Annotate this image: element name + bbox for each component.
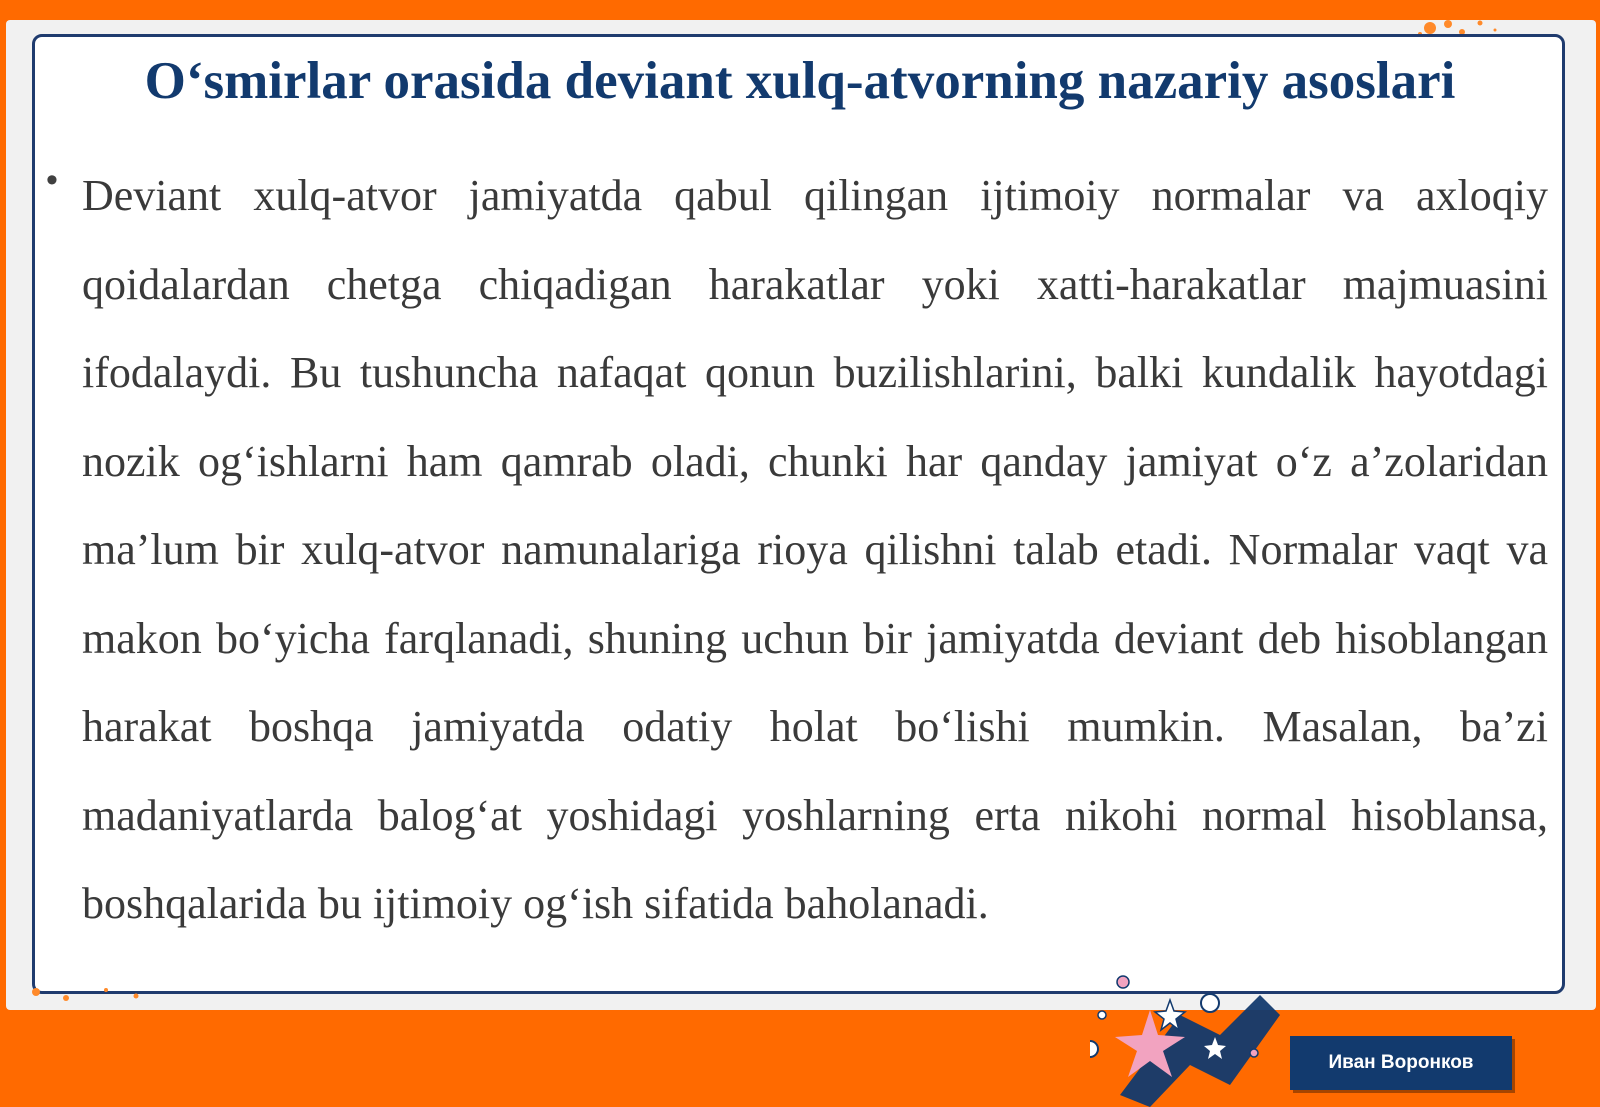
author-badge: Иван Воронков <box>1290 1036 1512 1090</box>
slide-title: O‘smirlar orasida deviant xulq-atvorning nazariy asoslari <box>144 52 1456 110</box>
paint-splatter-bottom-left-icon <box>16 978 156 1008</box>
slide-body-text: Deviant xulq-atvor jamiyatda qabul qilingan ijtimoiy normalar va axloqiy qoidalardan chetga chiqadigan harakatlar yoki xatti-harakatlar majmuasini ifodalaydi. Bu tushuncha nafaqat qonun buzilishlarini, balki kundalik hayotdagi nozik og‘ishlarni ham qamrab oladi, chunki har qanday jamiyat o‘z a’zolaridan ma’lum bir xulq-atvor namunalariga rioya qilishni talab etadi. Normalar vaqt va makon bo‘yicha farqlanadi, shuning uchun bir jamiyatda deviant deb hisoblangan harakat boshqa jamiyatda odatiy holat bo‘lishi mumkin. Masalan, ba’zi madaniyatlarda balog‘at yoshidagi yoshlarning erta nikohi normal hisoblansa, boshqalarida bu ijtimoiy og‘ish sifatida baholanadi. <box>82 171 1548 928</box>
bullet-point-icon: • <box>46 161 58 199</box>
star-decoration-icon <box>1090 975 1300 1107</box>
